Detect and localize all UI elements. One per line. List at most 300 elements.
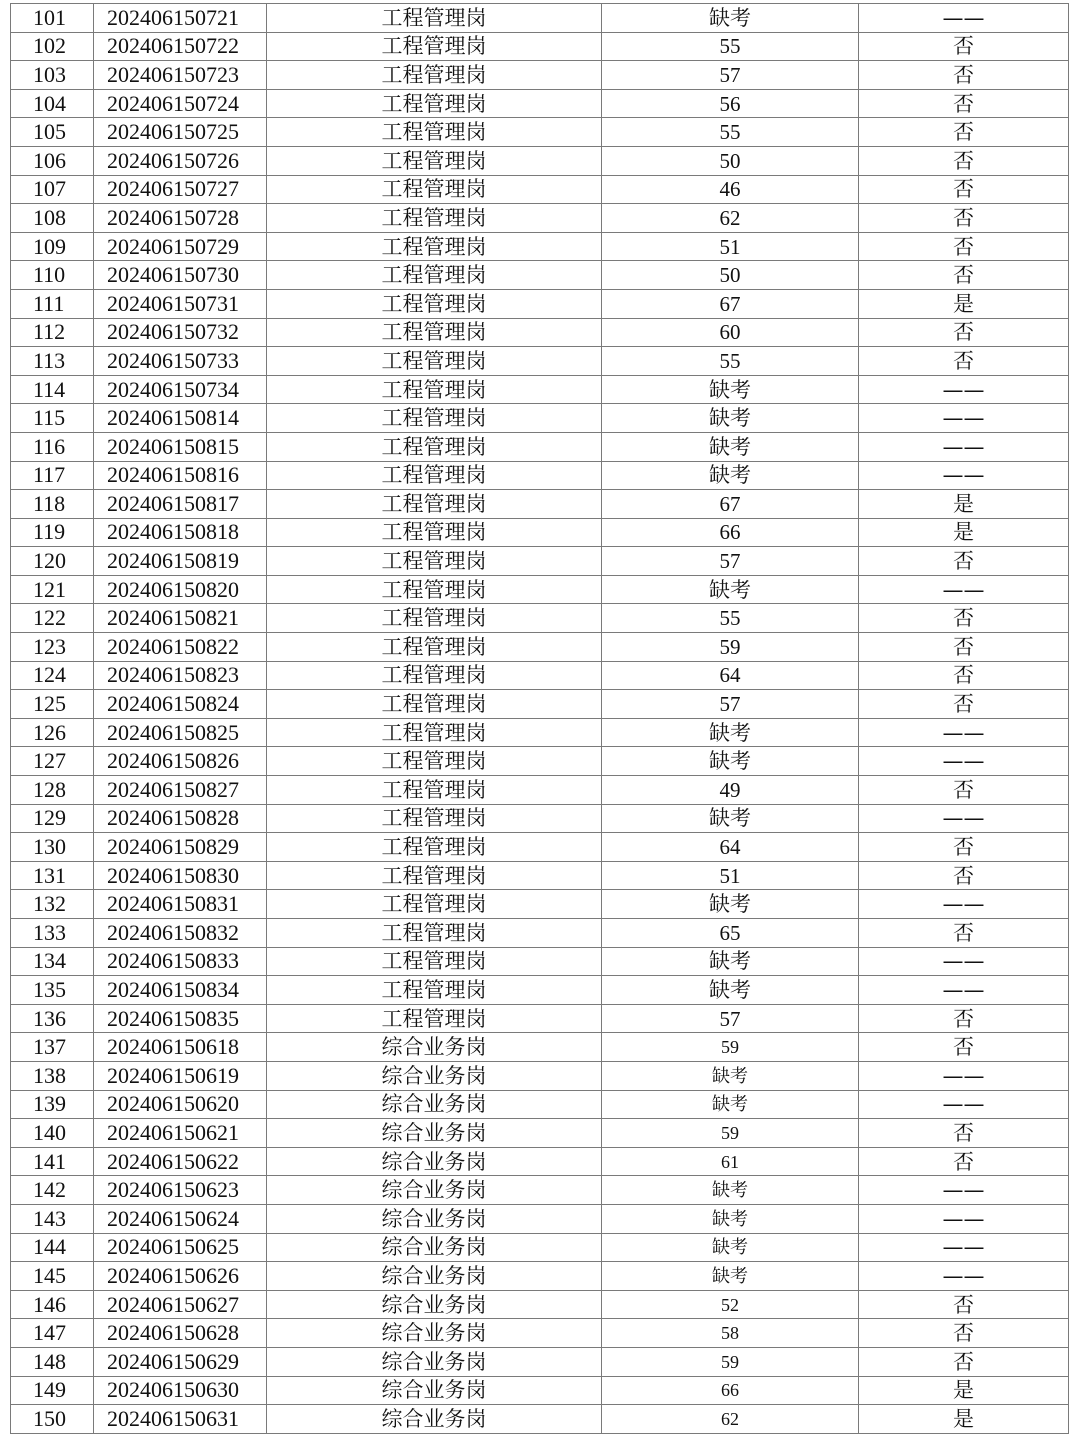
row-number-cell: 134 [11, 947, 94, 976]
score-cell: 50 [602, 146, 859, 175]
row-number-cell: 145 [11, 1262, 94, 1291]
position-cell: 工程管理岗 [267, 890, 602, 919]
score-cell: 55 [602, 32, 859, 61]
score-cell: 67 [602, 289, 859, 318]
position-cell: 综合业务岗 [267, 1290, 602, 1319]
row-number-cell: 128 [11, 776, 94, 805]
position-cell: 综合业务岗 [267, 1090, 602, 1119]
qualified-cell: 否 [859, 89, 1069, 118]
row-number-cell: 106 [11, 146, 94, 175]
candidate-id-cell: 202406150626 [94, 1262, 267, 1291]
score-cell: 62 [602, 1405, 859, 1434]
row-number-cell: 118 [11, 490, 94, 519]
table-row [11, 261, 1069, 290]
table-row [11, 146, 1069, 175]
position-cell: 综合业务岗 [267, 1347, 602, 1376]
position-cell: 工程管理岗 [267, 1004, 602, 1033]
row-number-cell: 148 [11, 1347, 94, 1376]
score-cell: 59 [602, 1033, 859, 1062]
position-cell: 工程管理岗 [267, 490, 602, 519]
table-row [11, 747, 1069, 776]
candidate-id-cell: 202406150825 [94, 718, 267, 747]
qualified-cell: 是 [859, 1405, 1069, 1434]
score-cell: 缺考 [602, 575, 859, 604]
qualified-cell: 否 [859, 1290, 1069, 1319]
table-row [11, 432, 1069, 461]
position-cell: 工程管理岗 [267, 547, 602, 576]
score-cell: 缺考 [602, 747, 859, 776]
row-number-cell: 113 [11, 347, 94, 376]
qualified-cell: 否 [859, 1004, 1069, 1033]
position-cell: 工程管理岗 [267, 690, 602, 719]
position-cell: 综合业务岗 [267, 1319, 602, 1348]
candidate-id-cell: 202406150622 [94, 1147, 267, 1176]
table-row [11, 1347, 1069, 1376]
score-cell: 60 [602, 318, 859, 347]
position-cell: 工程管理岗 [267, 633, 602, 662]
row-number-cell: 109 [11, 232, 94, 261]
row-number-cell: 135 [11, 976, 94, 1005]
table-row [11, 604, 1069, 633]
candidate-id-cell: 202406150619 [94, 1061, 267, 1090]
score-cell: 57 [602, 1004, 859, 1033]
position-cell: 工程管理岗 [267, 861, 602, 890]
position-cell: 工程管理岗 [267, 919, 602, 948]
score-cell: 57 [602, 547, 859, 576]
qualified-cell: —— [859, 1061, 1069, 1090]
row-number-cell: 102 [11, 32, 94, 61]
position-cell: 工程管理岗 [267, 575, 602, 604]
candidate-id-cell: 202406150833 [94, 947, 267, 976]
row-number-cell: 137 [11, 1033, 94, 1062]
qualified-cell: 否 [859, 1119, 1069, 1148]
table-row [11, 1204, 1069, 1233]
score-cell: 66 [602, 1376, 859, 1405]
score-cell: 缺考 [602, 461, 859, 490]
score-cell: 缺考 [602, 432, 859, 461]
position-cell: 工程管理岗 [267, 747, 602, 776]
qualified-cell: —— [859, 718, 1069, 747]
candidate-id-cell: 202406150729 [94, 232, 267, 261]
position-cell: 工程管理岗 [267, 146, 602, 175]
score-cell: 51 [602, 861, 859, 890]
row-number-cell: 149 [11, 1376, 94, 1405]
score-cell: 缺考 [602, 890, 859, 919]
candidate-id-cell: 202406150731 [94, 289, 267, 318]
qualified-cell: —— [859, 1176, 1069, 1205]
candidate-id-cell: 202406150630 [94, 1376, 267, 1405]
qualified-cell: 否 [859, 1033, 1069, 1062]
table-row [11, 232, 1069, 261]
row-number-cell: 120 [11, 547, 94, 576]
table-row [11, 404, 1069, 433]
score-cell: 缺考 [602, 404, 859, 433]
score-cell: 59 [602, 1347, 859, 1376]
position-cell: 工程管理岗 [267, 947, 602, 976]
score-cell: 67 [602, 490, 859, 519]
position-cell: 工程管理岗 [267, 32, 602, 61]
qualified-cell: 是 [859, 1376, 1069, 1405]
score-cell: 缺考 [602, 947, 859, 976]
table-row [11, 1033, 1069, 1062]
qualified-cell: 否 [859, 919, 1069, 948]
score-cell: 66 [602, 518, 859, 547]
row-number-cell: 111 [11, 289, 94, 318]
score-cell: 57 [602, 61, 859, 90]
candidate-id-cell: 202406150621 [94, 1119, 267, 1148]
candidate-id-cell: 202406150727 [94, 175, 267, 204]
position-cell: 工程管理岗 [267, 232, 602, 261]
row-number-cell: 147 [11, 1319, 94, 1348]
table-row [11, 175, 1069, 204]
qualified-cell: —— [859, 375, 1069, 404]
score-cell: 61 [602, 1147, 859, 1176]
qualified-cell: —— [859, 1262, 1069, 1291]
row-number-cell: 126 [11, 718, 94, 747]
candidate-id-cell: 202406150732 [94, 318, 267, 347]
position-cell: 综合业务岗 [267, 1376, 602, 1405]
position-cell: 工程管理岗 [267, 175, 602, 204]
row-number-cell: 146 [11, 1290, 94, 1319]
table-row [11, 347, 1069, 376]
table-row [11, 890, 1069, 919]
qualified-cell: 否 [859, 833, 1069, 862]
candidate-id-cell: 202406150620 [94, 1090, 267, 1119]
row-number-cell: 132 [11, 890, 94, 919]
candidate-id-cell: 202406150815 [94, 432, 267, 461]
position-cell: 工程管理岗 [267, 404, 602, 433]
candidate-id-cell: 202406150829 [94, 833, 267, 862]
candidate-id-cell: 202406150831 [94, 890, 267, 919]
qualified-cell: —— [859, 575, 1069, 604]
score-cell: 46 [602, 175, 859, 204]
position-cell: 工程管理岗 [267, 261, 602, 290]
qualified-cell: 否 [859, 318, 1069, 347]
qualified-cell: 是 [859, 289, 1069, 318]
row-number-cell: 144 [11, 1233, 94, 1262]
candidate-id-cell: 202406150627 [94, 1290, 267, 1319]
score-cell: 55 [602, 118, 859, 147]
score-cell: 56 [602, 89, 859, 118]
qualified-cell: —— [859, 804, 1069, 833]
table-row [11, 461, 1069, 490]
table-row [11, 490, 1069, 519]
row-number-cell: 117 [11, 461, 94, 490]
row-number-cell: 131 [11, 861, 94, 890]
row-number-cell: 138 [11, 1061, 94, 1090]
candidate-id-cell: 202406150817 [94, 490, 267, 519]
table-row [11, 1262, 1069, 1291]
position-cell: 工程管理岗 [267, 432, 602, 461]
candidate-id-cell: 202406150827 [94, 776, 267, 805]
score-table-body [11, 4, 1069, 1434]
row-number-cell: 121 [11, 575, 94, 604]
row-number-cell: 119 [11, 518, 94, 547]
qualified-cell: 否 [859, 690, 1069, 719]
table-row [11, 718, 1069, 747]
row-number-cell: 103 [11, 61, 94, 90]
position-cell: 工程管理岗 [267, 4, 602, 33]
position-cell: 工程管理岗 [267, 318, 602, 347]
position-cell: 综合业务岗 [267, 1147, 602, 1176]
table-row [11, 690, 1069, 719]
qualified-cell: 否 [859, 633, 1069, 662]
score-cell: 59 [602, 1119, 859, 1148]
qualified-cell: —— [859, 404, 1069, 433]
table-row [11, 318, 1069, 347]
score-cell: 缺考 [602, 976, 859, 1005]
candidate-id-cell: 202406150835 [94, 1004, 267, 1033]
candidate-id-cell: 202406150819 [94, 547, 267, 576]
table-row [11, 518, 1069, 547]
score-cell: 49 [602, 776, 859, 805]
candidate-id-cell: 202406150823 [94, 661, 267, 690]
position-cell: 工程管理岗 [267, 89, 602, 118]
row-number-cell: 130 [11, 833, 94, 862]
position-cell: 工程管理岗 [267, 347, 602, 376]
candidate-id-cell: 202406150828 [94, 804, 267, 833]
candidate-id-cell: 202406150624 [94, 1204, 267, 1233]
score-cell: 缺考 [602, 804, 859, 833]
qualified-cell: 否 [859, 861, 1069, 890]
position-cell: 工程管理岗 [267, 461, 602, 490]
qualified-cell: 否 [859, 1147, 1069, 1176]
candidate-id-cell: 202406150618 [94, 1033, 267, 1062]
table-row [11, 375, 1069, 404]
candidate-id-cell: 202406150814 [94, 404, 267, 433]
qualified-cell: 是 [859, 518, 1069, 547]
row-number-cell: 136 [11, 1004, 94, 1033]
qualified-cell: —— [859, 1204, 1069, 1233]
table-row [11, 1376, 1069, 1405]
candidate-id-cell: 202406150826 [94, 747, 267, 776]
qualified-cell: 否 [859, 146, 1069, 175]
score-cell: 59 [602, 633, 859, 662]
row-number-cell: 116 [11, 432, 94, 461]
qualified-cell: —— [859, 432, 1069, 461]
row-number-cell: 139 [11, 1090, 94, 1119]
score-cell: 55 [602, 604, 859, 633]
qualified-cell: 否 [859, 661, 1069, 690]
qualified-cell: —— [859, 1090, 1069, 1119]
position-cell: 工程管理岗 [267, 61, 602, 90]
candidate-id-cell: 202406150834 [94, 976, 267, 1005]
score-cell: 64 [602, 833, 859, 862]
position-cell: 工程管理岗 [267, 289, 602, 318]
position-cell: 综合业务岗 [267, 1233, 602, 1262]
candidate-id-cell: 202406150628 [94, 1319, 267, 1348]
table-row [11, 1004, 1069, 1033]
candidate-id-cell: 202406150623 [94, 1176, 267, 1205]
table-row [11, 661, 1069, 690]
row-number-cell: 133 [11, 919, 94, 948]
candidate-id-cell: 202406150631 [94, 1405, 267, 1434]
table-row [11, 1233, 1069, 1262]
row-number-cell: 112 [11, 318, 94, 347]
table-row [11, 1290, 1069, 1319]
row-number-cell: 101 [11, 4, 94, 33]
score-cell: 缺考 [602, 718, 859, 747]
candidate-id-cell: 202406150728 [94, 204, 267, 233]
candidate-id-cell: 202406150734 [94, 375, 267, 404]
candidate-id-cell: 202406150816 [94, 461, 267, 490]
position-cell: 工程管理岗 [267, 661, 602, 690]
position-cell: 综合业务岗 [267, 1119, 602, 1148]
row-number-cell: 122 [11, 604, 94, 633]
position-cell: 综合业务岗 [267, 1176, 602, 1205]
candidate-id-cell: 202406150830 [94, 861, 267, 890]
table-row [11, 1147, 1069, 1176]
score-cell: 58 [602, 1319, 859, 1348]
score-cell: 50 [602, 261, 859, 290]
table-row [11, 919, 1069, 948]
position-cell: 工程管理岗 [267, 718, 602, 747]
row-number-cell: 110 [11, 261, 94, 290]
score-cell: 62 [602, 204, 859, 233]
score-cell: 缺考 [602, 1061, 859, 1090]
candidate-id-cell: 202406150832 [94, 919, 267, 948]
table-row [11, 833, 1069, 862]
row-number-cell: 129 [11, 804, 94, 833]
score-cell: 缺考 [602, 4, 859, 33]
qualified-cell: 否 [859, 118, 1069, 147]
table-row [11, 32, 1069, 61]
qualified-cell: —— [859, 947, 1069, 976]
qualified-cell: 否 [859, 1319, 1069, 1348]
row-number-cell: 108 [11, 204, 94, 233]
qualified-cell: 否 [859, 604, 1069, 633]
table-row [11, 776, 1069, 805]
qualified-cell: 否 [859, 547, 1069, 576]
row-number-cell: 123 [11, 633, 94, 662]
qualified-cell: —— [859, 461, 1069, 490]
score-cell: 52 [602, 1290, 859, 1319]
score-cell: 64 [602, 661, 859, 690]
qualified-cell: 否 [859, 261, 1069, 290]
position-cell: 工程管理岗 [267, 118, 602, 147]
table-row [11, 547, 1069, 576]
table-row [11, 804, 1069, 833]
qualified-cell: 是 [859, 490, 1069, 519]
position-cell: 工程管理岗 [267, 776, 602, 805]
qualified-cell: 否 [859, 776, 1069, 805]
candidate-id-cell: 202406150730 [94, 261, 267, 290]
position-cell: 综合业务岗 [267, 1061, 602, 1090]
qualified-cell: 否 [859, 232, 1069, 261]
candidate-id-cell: 202406150721 [94, 4, 267, 33]
position-cell: 工程管理岗 [267, 833, 602, 862]
table-row [11, 1119, 1069, 1148]
position-cell: 工程管理岗 [267, 976, 602, 1005]
candidate-id-cell: 202406150725 [94, 118, 267, 147]
candidate-id-cell: 202406150723 [94, 61, 267, 90]
table-row [11, 61, 1069, 90]
qualified-cell: —— [859, 1233, 1069, 1262]
table-row [11, 1176, 1069, 1205]
table-row [11, 118, 1069, 147]
position-cell: 工程管理岗 [267, 204, 602, 233]
qualified-cell: —— [859, 4, 1069, 33]
score-cell: 缺考 [602, 1262, 859, 1291]
position-cell: 综合业务岗 [267, 1204, 602, 1233]
score-cell: 缺考 [602, 1176, 859, 1205]
candidate-id-cell: 202406150629 [94, 1347, 267, 1376]
row-number-cell: 127 [11, 747, 94, 776]
row-number-cell: 107 [11, 175, 94, 204]
score-cell: 缺考 [602, 1090, 859, 1119]
row-number-cell: 150 [11, 1405, 94, 1434]
score-cell: 缺考 [602, 1233, 859, 1262]
row-number-cell: 143 [11, 1204, 94, 1233]
candidate-id-cell: 202406150733 [94, 347, 267, 376]
row-number-cell: 140 [11, 1119, 94, 1148]
qualified-cell: 否 [859, 175, 1069, 204]
qualified-cell: 否 [859, 1347, 1069, 1376]
candidate-id-cell: 202406150818 [94, 518, 267, 547]
position-cell: 综合业务岗 [267, 1405, 602, 1434]
position-cell: 工程管理岗 [267, 804, 602, 833]
candidate-id-cell: 202406150722 [94, 32, 267, 61]
table-row [11, 289, 1069, 318]
row-number-cell: 124 [11, 661, 94, 690]
qualified-cell: 否 [859, 347, 1069, 376]
score-cell: 65 [602, 919, 859, 948]
qualified-cell: —— [859, 890, 1069, 919]
qualified-cell: 否 [859, 204, 1069, 233]
table-row [11, 89, 1069, 118]
candidate-id-cell: 202406150822 [94, 633, 267, 662]
row-number-cell: 105 [11, 118, 94, 147]
table-row [11, 861, 1069, 890]
qualified-cell: —— [859, 976, 1069, 1005]
position-cell: 工程管理岗 [267, 518, 602, 547]
row-number-cell: 141 [11, 1147, 94, 1176]
row-number-cell: 104 [11, 89, 94, 118]
qualified-cell: —— [859, 747, 1069, 776]
table-row [11, 4, 1069, 33]
row-number-cell: 125 [11, 690, 94, 719]
position-cell: 综合业务岗 [267, 1033, 602, 1062]
qualified-cell: 否 [859, 32, 1069, 61]
table-row [11, 1090, 1069, 1119]
table-row [11, 575, 1069, 604]
table-row [11, 1061, 1069, 1090]
qualified-cell: 否 [859, 61, 1069, 90]
position-cell: 工程管理岗 [267, 375, 602, 404]
row-number-cell: 142 [11, 1176, 94, 1205]
score-cell: 缺考 [602, 1204, 859, 1233]
candidate-id-cell: 202406150821 [94, 604, 267, 633]
table-row [11, 633, 1069, 662]
candidate-id-cell: 202406150625 [94, 1233, 267, 1262]
document-page [10, 3, 1069, 1434]
table-row [11, 947, 1069, 976]
score-cell: 57 [602, 690, 859, 719]
score-table [10, 3, 1069, 1434]
position-cell: 工程管理岗 [267, 604, 602, 633]
score-cell: 51 [602, 232, 859, 261]
row-number-cell: 115 [11, 404, 94, 433]
table-row [11, 204, 1069, 233]
candidate-id-cell: 202406150820 [94, 575, 267, 604]
candidate-id-cell: 202406150724 [94, 89, 267, 118]
score-cell: 缺考 [602, 375, 859, 404]
candidate-id-cell: 202406150824 [94, 690, 267, 719]
position-cell: 综合业务岗 [267, 1262, 602, 1291]
candidate-id-cell: 202406150726 [94, 146, 267, 175]
table-row [11, 976, 1069, 1005]
score-cell: 55 [602, 347, 859, 376]
